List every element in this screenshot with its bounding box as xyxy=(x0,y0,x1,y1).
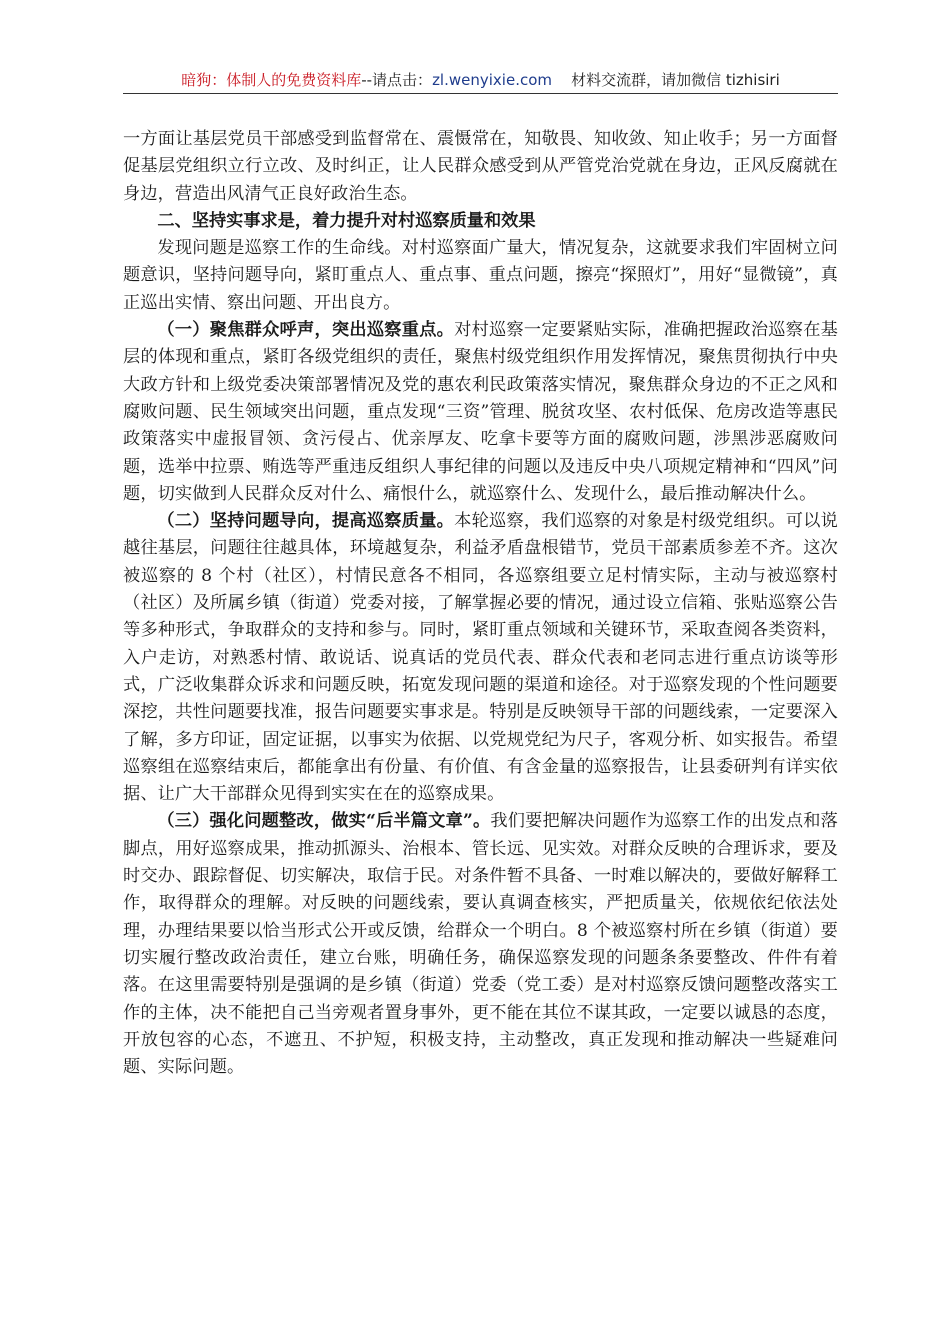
header-click-prompt: --请点击： xyxy=(361,71,433,89)
paragraph-item-1 xyxy=(123,317,838,508)
header-link[interactable]: zl.wenyixie.com xyxy=(432,71,552,89)
item-2-lead: （二）坚持问题导向，提高巡察质量。 xyxy=(157,511,455,532)
paragraph-item-3 xyxy=(123,808,838,1081)
item-1-body: 对村巡察一定要紧贴实际，准确把握政治巡察在基层的体现和重点，紧盯各级党组织的责任，聚焦村级党组织作用发挥情况，聚焦贯彻执行中央大政方针和上级党委决策部署情况及党的惠农利民政策落实情况，聚焦群众身边的不正之风和腐败问题、民生领域突出问题，重点发现“三资”管理、脱贫攻坚、农村低保、危房改造等惠民政策落实中虚报冒领、贪污侵占、优亲厚友、吃拿卡要等方面的腐败问题，涉黑涉恶腐败问题，选举中拉票、贿选等严重违反组织人事纪律的问题以及违反中央八项规定精神和“四风”问题，切实做到人民群众反对什么、痛恨什么，就巡察什么、发现什么，最后推动解决什么。 xyxy=(123,320,838,504)
item-3-lead: （三）强化问题整改，做实“后半篇文章”。 xyxy=(157,811,491,832)
item-2-body: 本轮巡察，我们巡察的对象是村级党组织。可以说越往基层，问题往往越具体，环境越复杂，利益矛盾盘根错节，党员干部素质参差不齐。这次被巡察的 8 个村（社区），村情民意各不相同，各巡察组要立足村情实际，主动与被巡察村（社区）及所属乡镇（街道）党委对接，了解掌握必要的情况，通过设立信箱、张贴巡察公告等多种形式，争取群众的支持和参与。同时，紧盯重点领域和关键环节，采取查阅各类资料，入户走访，对熟悉村情、敢说话、说真话的党员代表、群众代表和老同志进行重点访谈等形式，广泛收集群众诉求和问题反映，拓宽发现问题的渠道和途径。对于巡察发现的个性问题要深挖，共性问题要找准，报告问题要实事求是。特别是反映领导干部的问题线索，一定要深入了解，多方印证，固定证据，以事实为依据、以党规党纪为尺子，客观分析、如实报告。希望巡察组在巡察结束后，都能拿出有份量、有价值、有含金量的巡察报告，让县委研判有详实依据、让广大干部群众见得到实实在在的巡察成果。 xyxy=(123,511,838,805)
header-wechat-note: 材料交流群，请加微信 tizhisiri xyxy=(571,71,780,89)
paragraph-item-2 xyxy=(123,508,838,808)
page-header xyxy=(123,68,838,92)
item-3-body: 我们要把解决问题作为巡察工作的出发点和落脚点，用好巡察成果，推动抓源头、治根本、管长远、见实效。对群众反映的合理诉求，要及时交办、跟踪督促、切实解决，取信于民。对条件暂不具备、一时难以解决的，要做好解释工作，取得群众的理解。对反映的问题线索，要认真调查核实，严把质量关，依规依纪依法处理，办理结果要以恰当形式公开或反馈，给群众一个明白。8 个被巡察村所在乡镇（街道）要切实履行整改政治责任，建立台账，明确任务，确保巡察发现的问题条条要整改、件件有着落。在这里需要特别是强调的是乡镇（街道）党委（党工委）是对村巡察反馈问题整改落实工作的主体，决不能把自己当旁观者置身事外，更不能在其位不谋其政，一定要以诚恳的态度，开放包容的心态，不遮丑、不护短，积极支持，主动整改，真正发现和推动解决一些疑难问题、实际问题。 xyxy=(123,811,838,1078)
paragraph-continuation: 一方面让基层党员干部感受到监督常在、震慑常在，知敬畏、知收敛、知止收手；另一方面督促基层党组织立行立改、及时纠正，让人民群众感受到从严管党治党就在身边，正风反腐就在身边，营造出风清气正良好政治生态。 xyxy=(123,129,838,204)
item-1-lead: （一）聚焦群众呼声，突出巡察重点。 xyxy=(157,320,455,341)
paragraph-intro: 发现问题是巡察工作的生命线。对村巡察面广量大，情况复杂，这就要求我们牢固树立问题意识，坚持问题导向，紧盯重点人、重点事、重点问题，擦亮“探照灯”，用好“显微镜”，真正巡出实情、察出问题、开出良方。 xyxy=(123,238,838,313)
document-body xyxy=(123,126,838,1081)
header-site-name: 暗狗：体制人的免费资料库 xyxy=(181,71,362,89)
header-divider xyxy=(123,93,838,94)
section-heading: 二、坚持实事求是，着力提升对村巡察质量和效果 xyxy=(157,210,536,231)
